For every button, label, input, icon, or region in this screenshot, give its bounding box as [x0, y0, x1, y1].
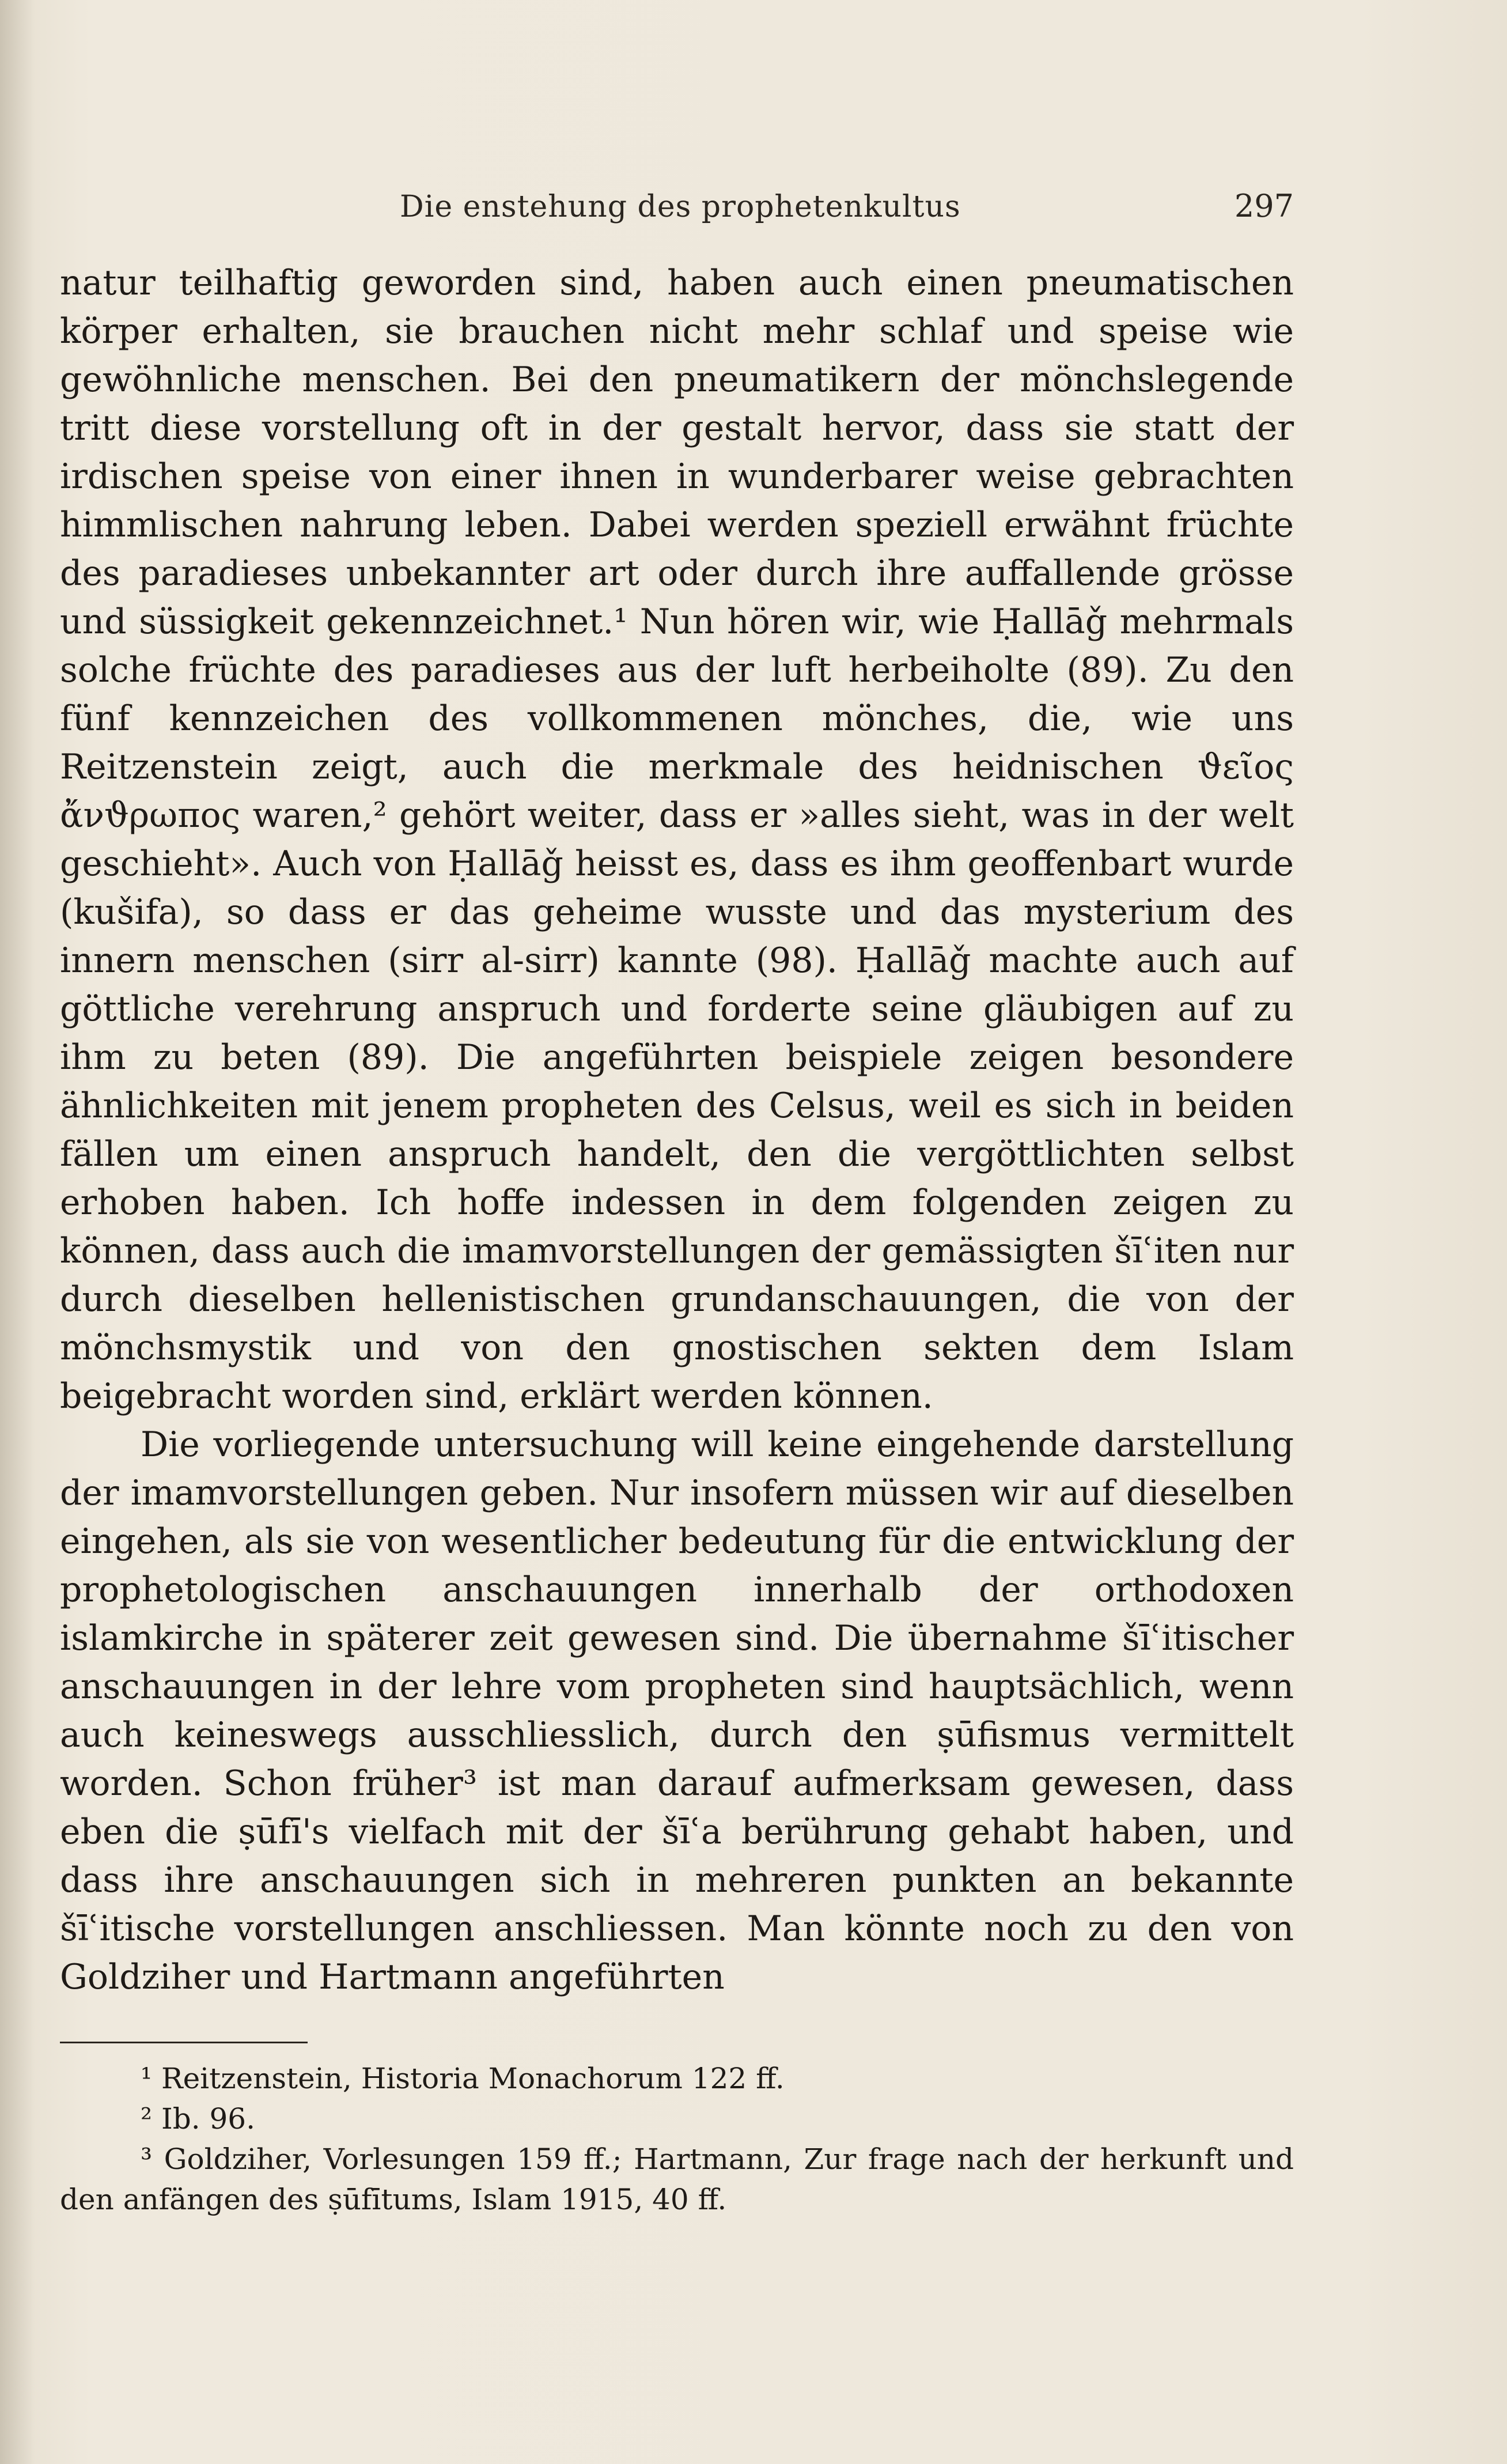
- paragraph-1: natur teilhaftig geworden sind, haben auch einen pneumatischen körper erhalten, sie brauchen nicht mehr schlaf und speise wie gewöhnliche menschen. Bei den pneumatikern der mönchslegende tritt diese vorstellung oft in der gestalt hervor, dass sie statt der irdischen speise von einer ihnen in wunderbarer weise gebrachten himmlischen nahrung leben. Dabei werden speziell erwähnt früchte des paradieses unbekannter art oder durch ihre auffallende grösse und süssigkeit gekennzeichnet.¹ Nun hören wir, wie Ḥallāǧ mehrmals solche früchte des paradieses aus der luft herbeiholte (89). Zu den fünf kennzeichen des vollkommenen mönches, die, wie uns Reitzenstein zeigt, auch die merkmale des heidnischen ϑεῖος ἄνϑρωπος waren,² gehört weiter, dass er »alles sieht, was in der welt geschieht». Auch von Ḥallāǧ heisst es, dass es ihm geoffenbart wurde (kušifa), so dass er das geheime wusste und das mysterium des innern menschen (sirr al-sirr) kannte (98). Ḥallāǧ machte auch auf göttliche verehrung anspruch und forderte seine gläubigen auf zu ihm zu beten (89). Die angeführten beispiele zeigen besondere ähnlichkeiten mit jenem propheten des Celsus, weil es sich in beiden fällen um einen anspruch handelt, den die vergöttlichten selbst erhoben haben. Ich hoffe indessen in dem folgenden zeigen zu können, dass auch die imamvorstellungen der gemässigten šīʿiten nur durch dieselben hellenistischen grundanschauungen, die von der mönchsmystik und von den gnostischen sekten dem Islam beigebracht worden sind, erklärt werden können.: [60, 263, 1294, 1416]
- footnote-divider: [60, 2042, 308, 2043]
- body-text: [60, 259, 1294, 2001]
- footnote-1-text: ¹ Reitzenstein, Historia Monachorum 122 ff.: [141, 2062, 785, 2095]
- running-title: Die enstehung des prophetenkultus: [400, 190, 961, 224]
- footnote-1: [60, 2058, 1294, 2099]
- footnote-2: [60, 2099, 1294, 2139]
- page-number: 297: [1234, 188, 1294, 224]
- paragraph-2: Die vorliegende untersuchung will keine eingehende darstellung der imamvorstellungen geben. Nur insofern müssen wir auf dieselben eingehen, als sie von wesentlicher bedeutung für die entwicklung der prophetologischen anschauungen innerhalb der orthodoxen islamkirche in späterer zeit gewesen sind. Die übernahme šīʿitischer anschauungen in der lehre vom propheten sind hauptsächlich, wenn auch keineswegs ausschliesslich, durch den ṣūfismus vermittelt worden. Schon früher³ ist man darauf aufmerksam gewesen, dass eben die ṣūfī's vielfach mit der šīʿa berührung gehabt haben, und dass ihre anschauungen sich in mehreren punkten an bekannte šīʿitische vorstellungen anschliessen. Man könnte noch zu den von Goldziher und Hartmann angeführten: [60, 1424, 1294, 1997]
- footnote-3: [60, 2139, 1294, 2220]
- footnote-3-text: ³ Goldziher, Vorlesungen 159 ff.; Hartmann, Zur frage nach der herkunft und den anfängen des ṣūfītums, Islam 1915, 40 ff.: [60, 2142, 1294, 2216]
- footnote-2-text: ² Ib. 96.: [141, 2102, 255, 2136]
- running-head: [60, 188, 1294, 224]
- page-edge-shadow: [0, 0, 35, 2464]
- footnotes: [60, 2058, 1294, 2220]
